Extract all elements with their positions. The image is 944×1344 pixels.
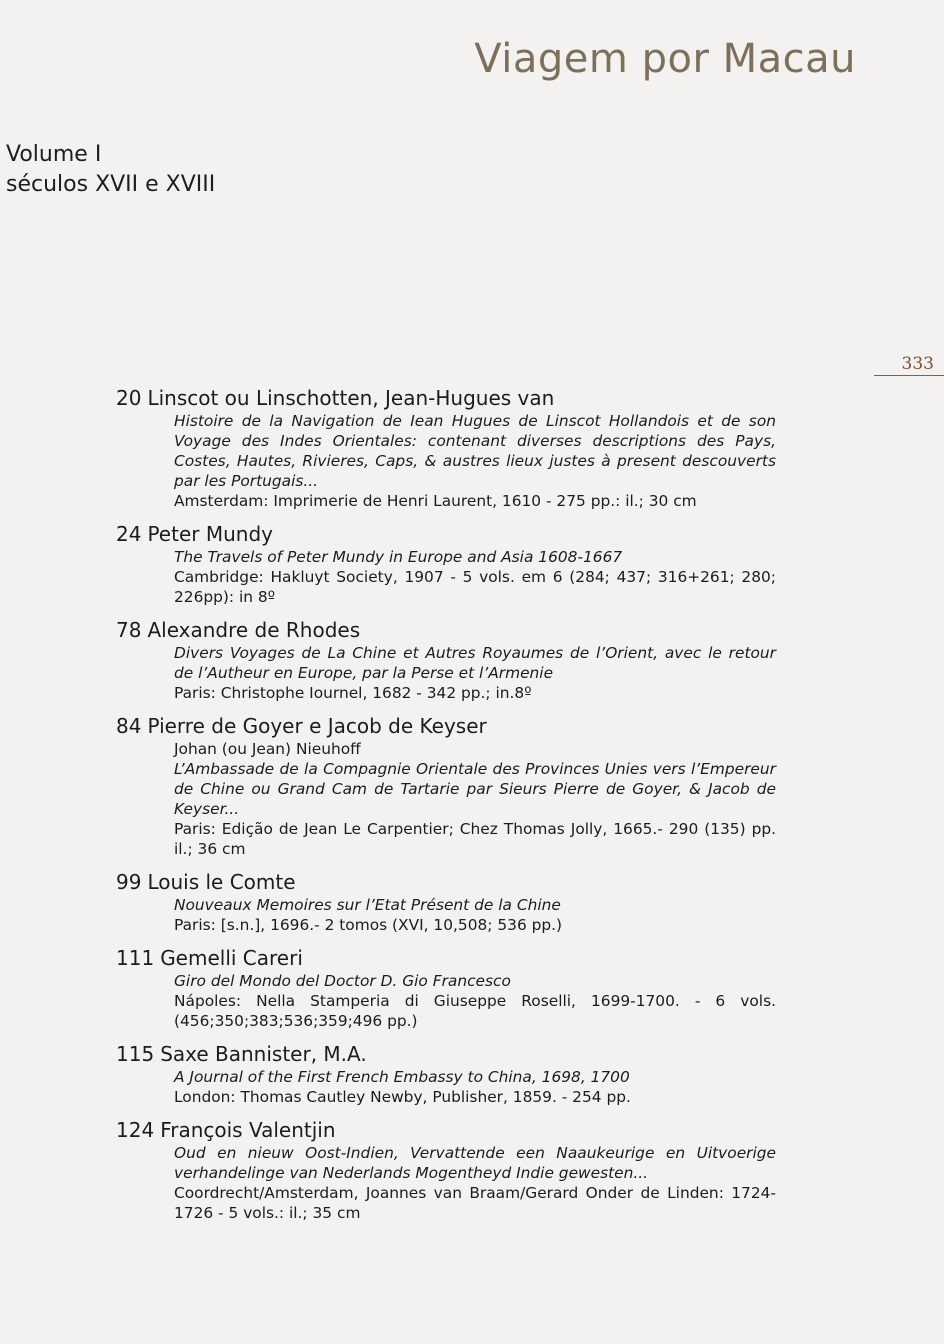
entry-publication: Nápoles: Nella Stamperia di Giuseppe Roselli, 1699-1700. - 6 vols. (456;350;383;536;359;496 pp.) bbox=[174, 992, 776, 1030]
entry-number: 20 bbox=[116, 386, 142, 410]
entry-heading bbox=[116, 386, 776, 411]
bibliography-entry bbox=[116, 1042, 776, 1107]
bibliography-entry bbox=[116, 522, 776, 607]
entry-publication: Paris: Edição de Jean Le Carpentier; Chez Thomas Jolly, 1665.- 290 (135) pp. il.; 36 cm bbox=[174, 820, 776, 858]
entry-body bbox=[174, 895, 776, 935]
entry-publication: Paris: Christophe Iournel, 1682 - 342 pp.; in.8º bbox=[174, 684, 532, 702]
entry-name: François Valentjin bbox=[160, 1118, 336, 1142]
entry-number: 115 bbox=[116, 1042, 155, 1066]
entry-heading bbox=[116, 714, 776, 739]
entry-title: A Journal of the First French Embassy to China, 1698, 1700 bbox=[174, 1068, 630, 1086]
entry-body bbox=[174, 1143, 776, 1223]
entry-body bbox=[174, 643, 776, 703]
page-number: 333 bbox=[901, 354, 934, 374]
entry-number: 111 bbox=[116, 946, 155, 970]
page-number-rule bbox=[874, 375, 944, 376]
entry-heading bbox=[116, 522, 776, 547]
entry-body bbox=[174, 411, 776, 511]
entry-name: Gemelli Careri bbox=[160, 946, 303, 970]
entry-heading bbox=[116, 1118, 776, 1143]
entry-publication: Coordrecht/Amsterdam, Joannes van Braam/Gerard Onder de Linden: 1724-1726 - 5 vols.: il.; 35 cm bbox=[174, 1184, 776, 1222]
entry-number: 124 bbox=[116, 1118, 155, 1142]
bibliography-entry bbox=[116, 618, 776, 703]
page-title: Viagem por Macau bbox=[474, 36, 856, 82]
entry-name: Louis le Comte bbox=[147, 870, 296, 894]
entry-author: Johan (ou Jean) Nieuhoff bbox=[174, 740, 361, 758]
entry-name: Alexandre de Rhodes bbox=[147, 618, 361, 642]
entry-name: Saxe Bannister, M.A. bbox=[160, 1042, 367, 1066]
volume-label: Volume I bbox=[6, 142, 102, 167]
bibliography-entry bbox=[116, 714, 776, 859]
entry-title: Oud en nieuw Oost-Indien, Vervattende een Naaukeurige en Uitvoerige verhandelinge van Nederlands Mogentheyd Indie gewesten... bbox=[174, 1144, 776, 1182]
entry-name: Pierre de Goyer e Jacob de Keyser bbox=[147, 714, 487, 738]
entry-heading bbox=[116, 1042, 776, 1067]
entry-number: 99 bbox=[116, 870, 142, 894]
entry-number: 24 bbox=[116, 522, 142, 546]
entry-publication: London: Thomas Cautley Newby, Publisher, 1859. - 254 pp. bbox=[174, 1088, 631, 1106]
entry-title: L’Ambassade de la Compagnie Orientale des Provinces Unies vers l’Empereur de Chine ou Grand Cam de Tartarie par Sieurs Pierre de Goyer, & Jacob de Keyser... bbox=[174, 760, 776, 818]
entry-title: Histoire de la Navigation de Iean Hugues de Linscot Hollandois et de son Voyage des Indes Orientales: contenant diverses descriptions des Pays, Costes, Hautes, Rivieres, Caps, & austres lieux justes à present descouverts par les Portugais... bbox=[174, 412, 776, 490]
entry-name: Linscot ou Linschotten, Jean-Hugues van bbox=[147, 386, 555, 410]
bibliography-list bbox=[116, 386, 776, 1234]
entry-title: The Travels of Peter Mundy in Europe and Asia 1608-1667 bbox=[174, 548, 623, 566]
entry-name: Peter Mundy bbox=[147, 522, 273, 546]
entry-heading bbox=[116, 946, 776, 971]
entry-title: Giro del Mondo del Doctor D. Gio Francesco bbox=[174, 972, 511, 990]
bibliography-entry bbox=[116, 946, 776, 1031]
bibliography-entry bbox=[116, 870, 776, 935]
entry-number: 78 bbox=[116, 618, 142, 642]
volume-heading bbox=[6, 140, 215, 200]
entry-heading bbox=[116, 870, 776, 895]
entry-number: 84 bbox=[116, 714, 142, 738]
entry-heading bbox=[116, 618, 776, 643]
centuries-label: séculos XVII e XVIII bbox=[6, 172, 216, 197]
entry-publication: Amsterdam: Imprimerie de Henri Laurent, 1610 - 275 pp.: il.; 30 cm bbox=[174, 492, 697, 510]
entry-body bbox=[174, 547, 776, 607]
entry-body bbox=[174, 739, 776, 859]
bibliography-entry bbox=[116, 1118, 776, 1223]
entry-title: Nouveaux Memoires sur l’Etat Présent de la Chine bbox=[174, 896, 561, 914]
entry-body bbox=[174, 1067, 776, 1107]
entry-title: Divers Voyages de La Chine et Autres Royaumes de l’Orient, avec le retour de l’Autheur en Europe, par la Perse et l’Armenie bbox=[174, 644, 776, 682]
entry-body bbox=[174, 971, 776, 1031]
bibliography-entry bbox=[116, 386, 776, 511]
entry-publication: Paris: [s.n.], 1696.- 2 tomos (XVI, 10,508; 536 pp.) bbox=[174, 916, 563, 934]
entry-publication: Cambridge: Hakluyt Society, 1907 - 5 vols. em 6 (284; 437; 316+261; 280; 226pp): in 8º bbox=[174, 568, 776, 606]
